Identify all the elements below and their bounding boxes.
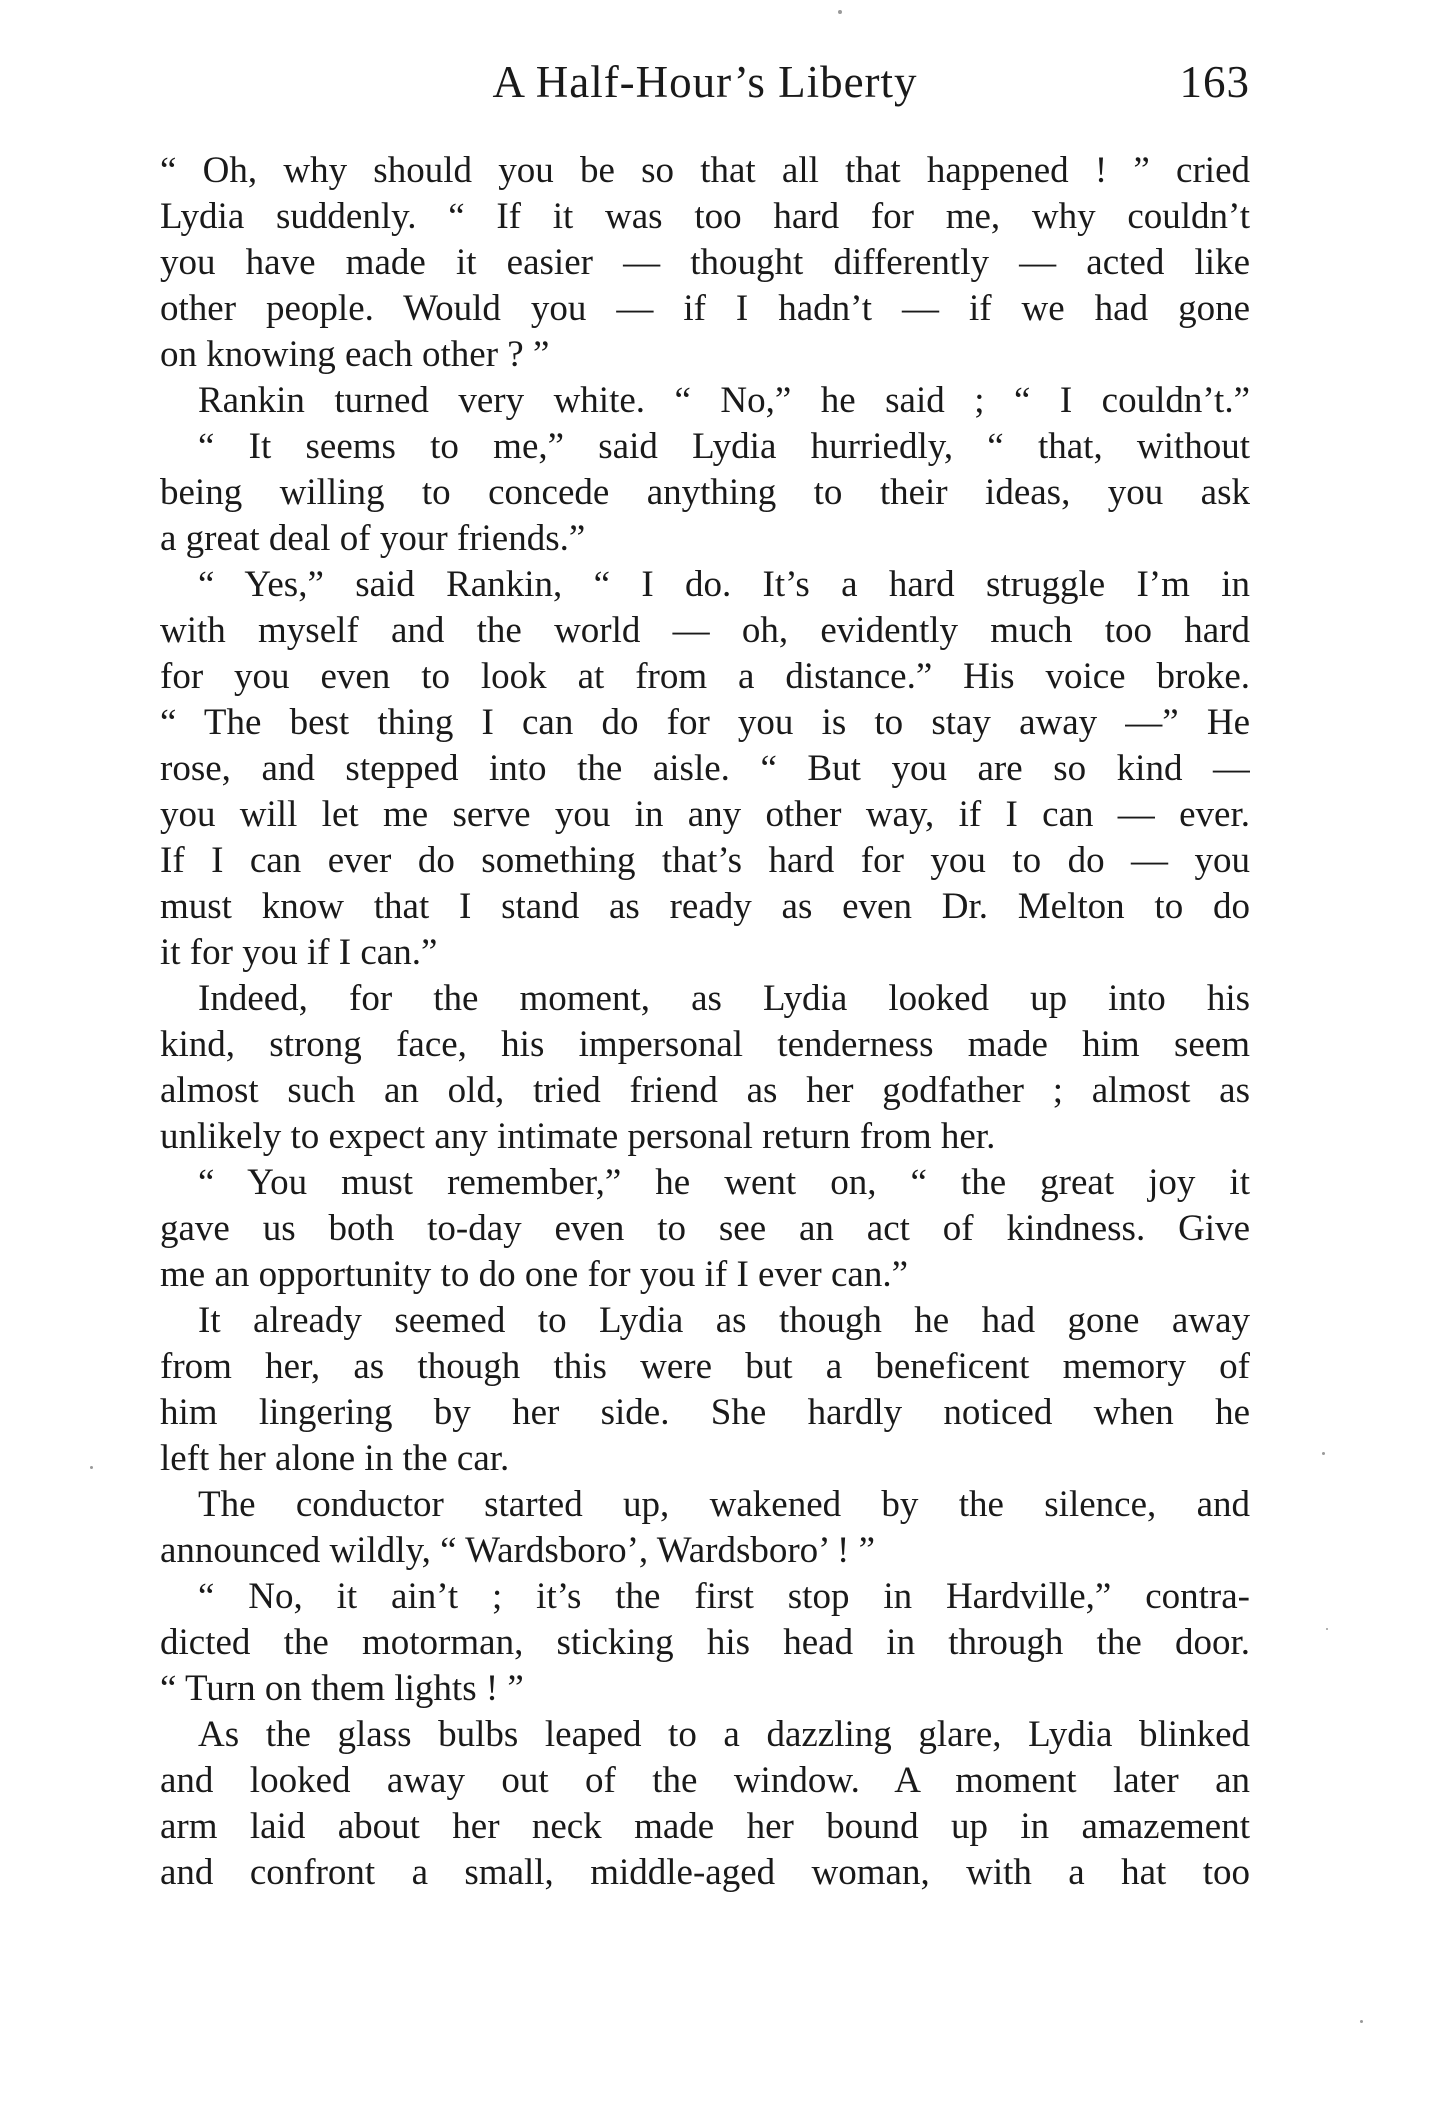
text-line: you will let me serve you in any other way, if I can — ever. — [160, 794, 1250, 835]
text-line: and confront a small, middle-aged woman, with a hat too — [160, 1852, 1250, 1893]
running-title: A Half-Hour’s Liberty — [492, 57, 918, 107]
text-line: “ Oh, why should you be so that all that happened ! ” cried — [160, 150, 1250, 191]
text-line: “ Turn on them lights ! ” — [160, 1668, 524, 1709]
text-line: “ It seems to me,” said Lydia hurriedly, “ that, without — [198, 426, 1250, 467]
text-line: dicted the motorman, sticking his head in through the door. — [160, 1622, 1250, 1663]
text-line: on knowing each other ? ” — [160, 334, 550, 375]
text-line: The conductor started up, wakened by the silence, and — [198, 1484, 1250, 1525]
text-line: must know that I stand as ready as even Dr. Melton to do — [160, 886, 1250, 927]
text-line: from her, as though this were but a beneficent memory of — [160, 1346, 1250, 1387]
text-line: and looked away out of the window. A moment later an — [160, 1760, 1250, 1801]
page-number: 163 — [1179, 57, 1250, 107]
text-line: gave us both to-day even to see an act of kindness. Give — [160, 1208, 1250, 1249]
paper-speck — [838, 10, 842, 14]
paper-speck — [1322, 1452, 1325, 1455]
text-line: “ No, it ain’t ; it’s the first stop in Hardville,” contra- — [198, 1576, 1250, 1617]
text-line: left her alone in the car. — [160, 1438, 510, 1479]
text-line: kind, strong face, his impersonal tenderness made him seem — [160, 1024, 1250, 1065]
text-line: Indeed, for the moment, as Lydia looked up into his — [198, 978, 1250, 1019]
text-line: other people. Would you — if I hadn’t — if we had gone — [160, 288, 1250, 329]
text-line: with myself and the world — oh, evidently much too hard — [160, 610, 1250, 651]
paper-speck — [90, 1466, 93, 1469]
text-line: a great deal of your friends.” — [160, 518, 586, 559]
text-line: Lydia suddenly. “ If it was too hard for me, why couldn’t — [160, 196, 1250, 237]
text-line: If I can ever do something that’s hard for you to do — you — [160, 840, 1250, 881]
running-head — [160, 52, 1250, 112]
text-line: unlikely to expect any intimate personal return from her. — [160, 1116, 996, 1157]
paper-speck — [1326, 1628, 1328, 1630]
text-line: me an opportunity to do one for you if I ever can.” — [160, 1254, 908, 1295]
text-line: you have made it easier — thought differently — acted like — [160, 242, 1250, 283]
text-line: “ Yes,” said Rankin, “ I do. It’s a hard struggle I’m in — [198, 564, 1250, 605]
text-line: arm laid about her neck made her bound up in amazement — [160, 1806, 1250, 1847]
text-line: It already seemed to Lydia as though he had gone away — [198, 1300, 1250, 1341]
text-line: almost such an old, tried friend as her godfather ; almost as — [160, 1070, 1250, 1111]
body-text — [160, 148, 1250, 1896]
text-line: announced wildly, “ Wardsboro’, Wardsboro’ ! ” — [160, 1530, 875, 1571]
text-line: rose, and stepped into the aisle. “ But you are so kind — — [160, 748, 1250, 789]
text-line: him lingering by her side. She hardly noticed when he — [160, 1392, 1250, 1433]
text-line: being willing to concede anything to their ideas, you ask — [160, 472, 1250, 513]
text-line: Rankin turned very white. “ No,” he said ; “ I couldn’t.” — [198, 380, 1250, 421]
text-line: for you even to look at from a distance.” His voice broke. — [160, 656, 1250, 697]
text-line: As the glass bulbs leaped to a dazzling glare, Lydia blinked — [198, 1714, 1250, 1755]
paper-speck — [1360, 2020, 1363, 2023]
text-line: “ The best thing I can do for you is to stay away —” He — [160, 702, 1250, 743]
text-line: it for you if I can.” — [160, 932, 438, 973]
text-line: “ You must remember,” he went on, “ the great joy it — [198, 1162, 1250, 1203]
